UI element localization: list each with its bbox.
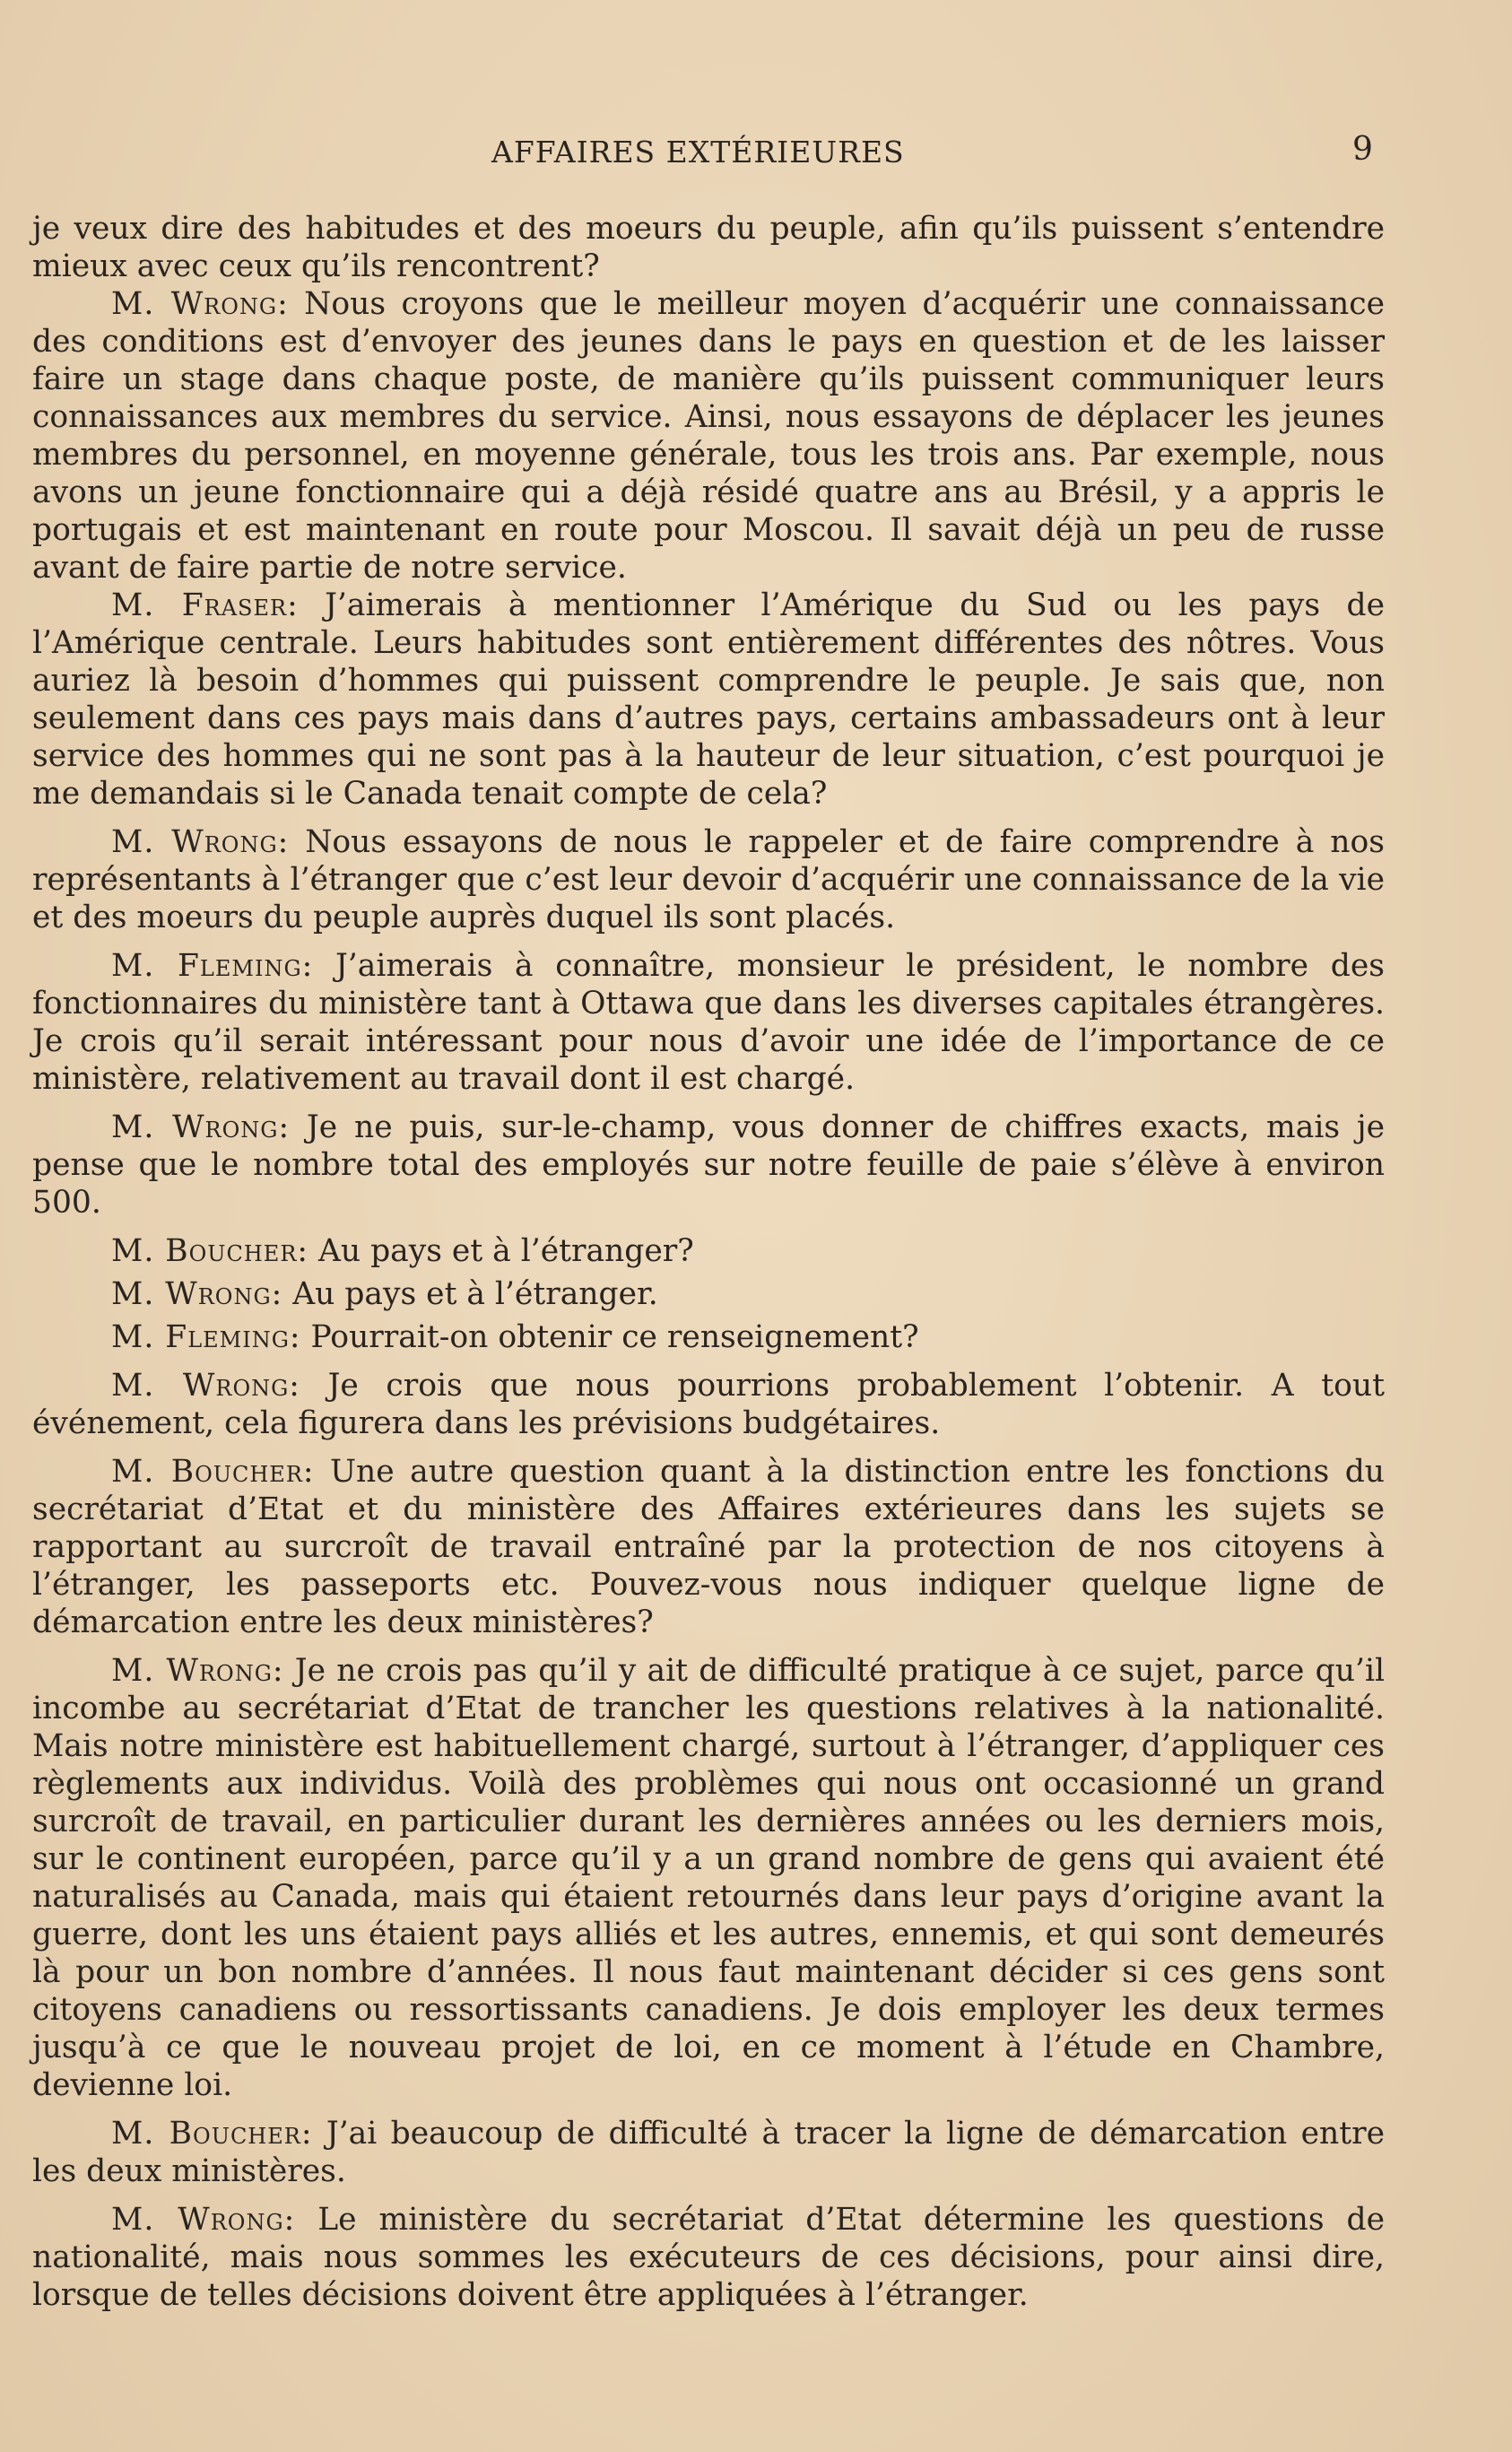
paragraph-text: Au pays et à l’étranger.	[292, 1276, 658, 1312]
paragraph	[32, 285, 1385, 587]
paragraph-text: Nous croyons que le meilleur moyen d’acquérir une connaissance des conditions est d’envoyer des jeunes dans le pays en question et de les laisser faire un stage dans chaque poste, de manière qu’ils puissent communiquer leurs connaissances aux membres du service. Ainsi, nous essayons de déplacer les jeunes membres du personnel, en moyenne générale, tous les trois ans. Par exemple, nous avons un jeune fonctionnaire qui a déjà résidé quatre ans au Brésil, y a appris le portugais et est maintenant en route pour Moscou. Il savait déjà un peu de russe avant de faire partie de notre service.	[32, 286, 1386, 586]
paragraph	[32, 1318, 1385, 1356]
paragraph-text: J’aimerais à connaître, monsieur le président, le nombre des fonctionnaires du ministère tant à Ottawa que dans les diverses capitales étrangères. Je crois qu’il serait intéressant pour nous d’avoir une idée de l’importance de ce ministère, relativement au travail dont il est chargé.	[32, 948, 1385, 1097]
paragraph	[32, 1652, 1385, 2104]
paragraph	[32, 1109, 1385, 1222]
speaker-name: M. Fraser:	[111, 587, 299, 623]
speaker-name: M. Boucher:	[111, 1454, 315, 1490]
paragraph-text: Je ne crois pas qu’il y ait de difficulté pratique à ce sujet, parce qu’il incombe au secrétariat d’Etat de trancher les questions relatives à la nationalité. Mais notre ministère est habituellement chargé, surtout à l’étranger, d’appliquer ces règlements aux individus. Voilà des problèmes qui nous ont occasionné un grand surcroît de travail, en particulier durant les dernières années ou les derniers mois, sur le continent européen, parce qu’il y a un grand nombre de gens qui avaient été naturalisés au Canada, mais qui étaient retournés dans leur pays d’origine avant la guerre, dont les uns étaient pays alliés et les autres, ennemis, et qui sont demeurés là pour un bon nombre d’années. Il nous faut maintenant décider si ces gens sont citoyens canadiens ou ressortissants canadiens. Je dois employer les deux termes jusqu’à ce que le nouveau projet de loi, en ce moment à l’étude en Chambre, devienne loi.	[32, 1653, 1386, 2103]
paragraph	[32, 1275, 1385, 1313]
paragraph	[32, 210, 1385, 285]
paragraph-text: Nous essayons de nous le rappeler et de faire comprendre à nos représentants à l’étranger que c’est leur devoir d’acquérir une connaissance de la vie et des moeurs du peuple auprès duquel ils sont placés.	[32, 824, 1385, 935]
paragraph	[32, 2115, 1385, 2190]
paragraph	[32, 587, 1385, 813]
paragraph-text: Pourrait-on obtenir ce renseignement?	[310, 1319, 919, 1355]
paragraph	[32, 1367, 1385, 1442]
document-body	[32, 210, 1385, 2314]
paragraph	[32, 823, 1385, 936]
paragraph	[32, 1453, 1385, 1641]
page-number: 9	[1352, 131, 1373, 168]
paragraph	[32, 1232, 1385, 1270]
speaker-name: M. Boucher:	[111, 2116, 313, 2152]
speaker-name: M. Fleming:	[111, 1319, 301, 1355]
paragraph	[32, 2201, 1385, 2314]
speaker-name: M. Wrong:	[111, 824, 290, 860]
speaker-name: M. Fleming:	[111, 948, 314, 984]
speaker-name: M. Wrong:	[111, 286, 289, 322]
speaker-name: M. Wrong:	[111, 1276, 283, 1312]
paragraph-text: Au pays et à l’étranger?	[318, 1233, 694, 1269]
paragraph-text: Je crois que nous pourrions probablement l’obtenir. A tout événement, cela figurera dans les prévisions budgétaires.	[32, 1368, 1386, 1441]
paragraph	[32, 947, 1385, 1098]
paragraph-text: Le ministère du secrétariat d’Etat détermine les questions de nationalité, mais nous sommes les exécuteurs de ces décisions, pour ainsi dire, lorsque de telles décisions doivent être appliquées à l’étranger.	[32, 2202, 1386, 2313]
paragraph-text: J’ai beaucoup de difficulté à tracer la ligne de démarcation entre les deux ministères.	[32, 2116, 1385, 2189]
speaker-name: M. Wrong:	[111, 1653, 284, 1689]
paragraph-text: Une autre question quant à la distinction entre les fonctions du secrétariat d’Etat et du ministère des Affaires extérieures dans les sujets se rapportant au surcroît de travail entraîné par la protection de nos citoyens à l’étranger, les passeports etc. Pouvez-vous nous indiquer quelque ligne de démarcation entre les deux ministères?	[32, 1454, 1385, 1640]
running-header: AFFAIRES EXTÉRIEURES	[491, 135, 905, 170]
paragraph-text: je veux dire des habitudes et des moeurs du peuple, afin qu’ils puissent s’entendre mieux avec ceux qu’ils rencontrent?	[32, 211, 1385, 284]
speaker-name: M. Wrong:	[111, 2202, 296, 2238]
speaker-name: M. Boucher:	[111, 1233, 309, 1269]
speaker-name: M. Wrong:	[111, 1109, 291, 1145]
speaker-name: M. Wrong:	[111, 1368, 300, 1404]
paragraph-text: J’aimerais à mentionner l’Amérique du Sud ou les pays de l’Amérique centrale. Leurs habitudes sont entièrement différentes des nôtres. Vous auriez là besoin d’hommes qui puissent comprendre le peuple. Je sais que, non seulement dans ces pays mais dans d’autres pays, certains ambassadeurs ont à leur service des hommes qui ne sont pas à la hauteur de leur situation, c’est pourquoi je me demandais si le Canada tenait compte de cela?	[32, 587, 1385, 812]
paragraph-text: Je ne puis, sur-le-champ, vous donner de chiffres exacts, mais je pense que le nombre total des employés sur notre feuille de paie s’élève à environ 500.	[32, 1109, 1385, 1221]
